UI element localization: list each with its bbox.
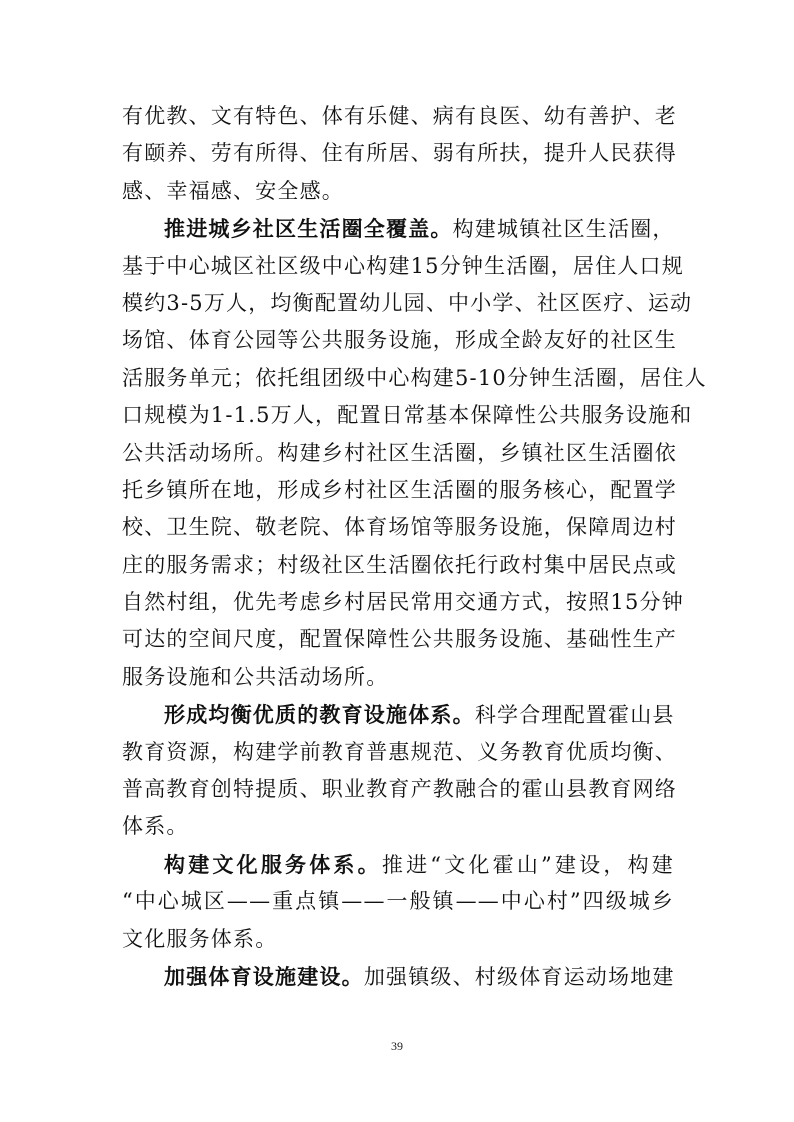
paragraph-3 <box>122 696 677 846</box>
text-line: 自然村组，优先考虑乡村居民常用交通方式，按照15分钟 <box>122 590 684 615</box>
text-line: 教育资源，构建学前教育普惠规范、义务教育优质均衡、 <box>122 739 677 764</box>
text-line: 托乡镇所在地，形成乡村社区生活圈的服务核心，配置学 <box>122 477 677 502</box>
text-line: 公共活动场所。构建乡村社区生活圈，乡镇社区生活圈依 <box>122 440 677 465</box>
text-line: 服务设施和公共活动场所。 <box>122 664 389 689</box>
text-line: 体系。 <box>122 814 189 839</box>
text-line: 模约3-5万人，均衡配置幼儿园、中小学、社区医疗、运动 <box>122 290 693 315</box>
text-line: 有颐养、劳有所得、住有所居、弱有所扶，提升人民获得 <box>122 141 677 166</box>
text-line <box>122 958 674 995</box>
page-number: 39 <box>391 1039 403 1053</box>
text-line: 口规模为1-1.5万人，配置日常基本保障性公共服务设施和 <box>122 403 693 428</box>
document-body <box>122 98 707 995</box>
section-heading: 加强体育设施建设。 <box>164 963 364 989</box>
section-heading: 构建文化服务体系。 <box>164 851 382 877</box>
text-line: 感、幸福感、安全感。 <box>122 178 344 203</box>
paragraph-4 <box>122 846 674 958</box>
section-heading: 推进城乡社区生活圈全覆盖。 <box>164 216 453 242</box>
text-line: “中心城区——重点镇——一般镇——中心村”四级城乡 <box>122 889 674 914</box>
text-line: 校、卫生院、敬老院、体育场馆等服务设施，保障周边村 <box>122 515 677 540</box>
paragraph-1 <box>122 98 677 210</box>
text-line: 基于中心城区社区级中心构建15分钟生活圈，居住人口规 <box>122 253 684 278</box>
paragraph-2 <box>122 210 707 696</box>
section-heading: 形成均衡优质的教育设施体系。 <box>164 702 475 728</box>
text-line <box>122 846 674 883</box>
text-line: 场馆、体育公园等公共服务设施，形成全龄友好的社区生 <box>122 328 677 353</box>
text-line <box>122 210 674 247</box>
paragraph-5 <box>122 958 674 995</box>
text-line: 有优教、文有特色、体有乐健、病有良医、幼有善护、老 <box>122 104 677 128</box>
text-line: 活服务单元；依托组团级中心构建5-10分钟生活圈，居住人 <box>122 365 707 390</box>
text-line: 可达的空间尺度，配置保障性公共服务设施、基础性生产 <box>122 627 677 652</box>
text-line: 文化服务体系。 <box>122 926 278 951</box>
text-line <box>122 696 674 733</box>
text-line: 普高教育创特提质、职业教育产教融合的霍山县教育网络 <box>122 777 677 802</box>
text-run: 加强镇级、村级体育运动场地建 <box>363 964 675 989</box>
text-run: 科学合理配置霍山县 <box>474 703 675 728</box>
text-run: 构建城镇社区生活圈， <box>452 217 675 242</box>
text-line: 庄的服务需求；村级社区生活圈依托行政村集中居民点或 <box>122 552 677 577</box>
text-run: 推进“文化霍山”建设，构建 <box>381 852 674 877</box>
